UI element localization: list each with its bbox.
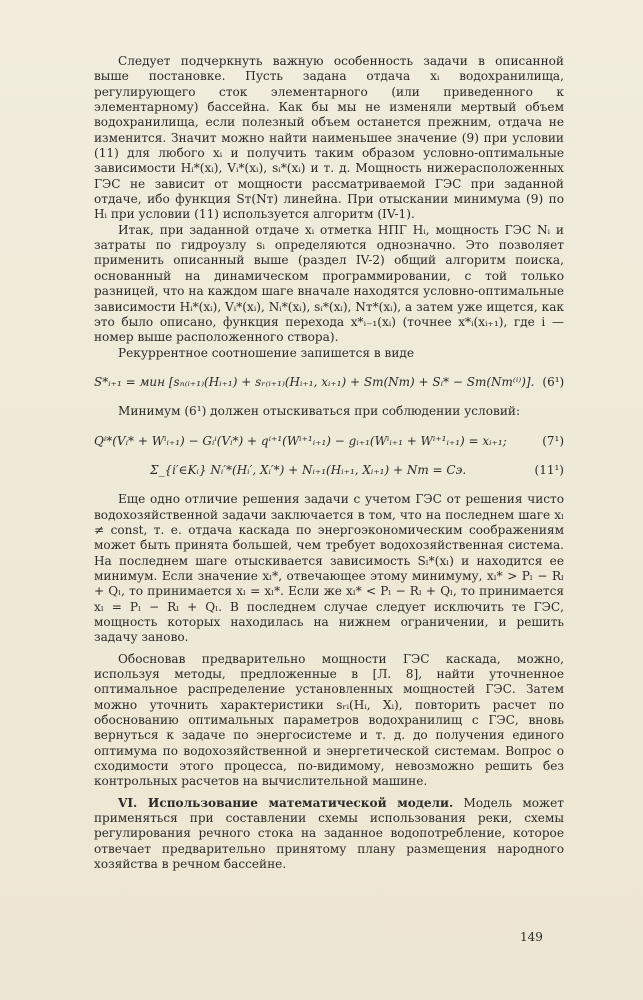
paragraph-1: Следует подчеркнуть важную особенность задачи в описанной выше постановке. Пусть задана отдача xᵢ водохранилища, регулирующего сток элементарного (или приведенного к элементарному) бассейна. Как бы мы не изменяли мертвый объем водохранилища, если полезный объем останется прежним, отдача не изменится. Значит можно найти наименьшее значение (9) при условии (11) для любого xᵢ и получить таким образом условно-оптимальные зависимости Hᵢ*(xᵢ), Vᵢ*(xᵢ), sᵢ*(xᵢ) и т. д. Мощность нижерасположенных ГЭС не зависит от мощности рассматриваемой ГЭС при заданной отдаче, ибо функция Sт(Nт) линейна. При отыскании минимума (9) по Hᵢ при условии (11) используется алгоритм (IV-1). [94,54,564,222]
text-column [94,54,564,873]
formula-6-1 [94,375,564,390]
formula-7-1 [94,434,564,449]
paragraph-6: Обосновав предварительно мощности ГЭС каскада, можно, используя методы, предложенные в [Л. 8], найти уточненное оптимальное распределение установленных мощностей ГЭС. Затем можно уточнить характеристики sᵣᵢ(Hᵢ, Xᵢ), повторить расчет по обоснованию оптимальных параметров водохранилищ с ГЭС, вновь вернуться к задаче по энергосистеме и т. д. до получения единого оптимума по водохозяйственной и энергетической системам. Вопрос о сходимости этого процесса, по-видимому, невозможно решить без контрольных расчетов на вычислительной машине. [94,651,564,789]
paragraph-7 [94,796,564,873]
formula-11-1-expression: Σ_{i′∈Kᵢ} Nᵢ′*(Hᵢ′, Xᵢ′*) + Nᵢ₊₁(Hᵢ₊₁, Xᵢ₊₁) + Nт = Cэ. [150,462,467,477]
formula-7-1-number: (7¹) [542,433,564,448]
formula-6-1-number: (6¹) [542,374,565,389]
paragraph-5: Еще одно отличие решения задачи с учетом ГЭС от решения чисто водохозяйственной задачи заключается в том, что на последнем шаге xₗ ≠ const, т. е. отдача каскада по энергоэкономическим соображениям может быть принята большей, чем требует водохозяйственная система. На последнем шаге отыскивается зависимость Sₗ*(xₗ) и находится ее минимум. Если значение xₗ*, отвечающее этому минимуму, xₗ* > Pₗ − Rₗ + Qₗ, то принимается xₗ = xₗ*. Если же xₗ* < Pₗ − Rₗ + Qₗ, то принимается xₗ = Pₗ − Rₗ + Qₗ. В последнем случае следует исключить те ГЭС, мощность которых находилась на нижнем ограничении, и решить задачу заново. [94,492,564,645]
paragraph-4: Минимум (6¹) должен отыскиваться при соблюдении условий: [118,404,521,419]
section-body: Модель может применяться при составлении схемы использования реки, схемы регулирования речного стока на заданное водопотребление, которое отвечает предварительно принятому плану размещения народного хозяйства в речном бассейне. [94,795,564,872]
formula-11-1-number: (11¹) [534,462,564,477]
paragraph-3: Рекуррентное соотношение запишется в виде [118,345,414,360]
paragraph-2: Итак, при заданной отдаче xᵢ отметка НПГ Hᵢ, мощность ГЭС Nᵢ и затраты по гидроузлу sᵢ определяются однозначно. Это позволяет применить описанный выше (раздел IV-2) общий алгоритм поиска, основанный на динамическом программировании, с той только разницей, что на каждом шаге вначале находятся условно-оптимальные зависимости Hᵢ*(xᵢ), Vᵢ*(xᵢ), Nᵢ*(xᵢ), sᵢ*(xᵢ), Nт*(xᵢ), а затем уже ищется, как это было описано, функция перехода x*ᵢ₋₁(xᵢ) (точнее x*ᵢ(xᵢ₊₁), где i — номер выше расположенного створа). [94,222,564,345]
formula-6-1-expression: S*ᵢ₊₁ = мин [sₙ₍ᵢ₊₁₎(Hᵢ₊₁) + sᵣ₍ᵢ₊₁₎(Hᵢ₊₁, xᵢ₊₁) + Sт(Nт) + Sᵢ* − Sт(Nт⁽ⁱ⁾)]. [94,374,535,389]
page-number: 149 [520,930,543,944]
formula-11-1 [94,463,564,478]
formula-7-1-expression: Qⁱ*(Vᵢ* + Wⁱᵢ₊₁) − Gᵢⁱ(Vᵢ*) + qⁱ⁺¹(Wⁱ⁺¹ᵢ₊₁) − gᵢ₊₁(Wⁱᵢ₊₁ + Wⁱ⁺¹ᵢ₊₁) = xᵢ₊₁; [94,433,507,448]
section-heading: VI. Использование математической модели. [118,795,454,810]
